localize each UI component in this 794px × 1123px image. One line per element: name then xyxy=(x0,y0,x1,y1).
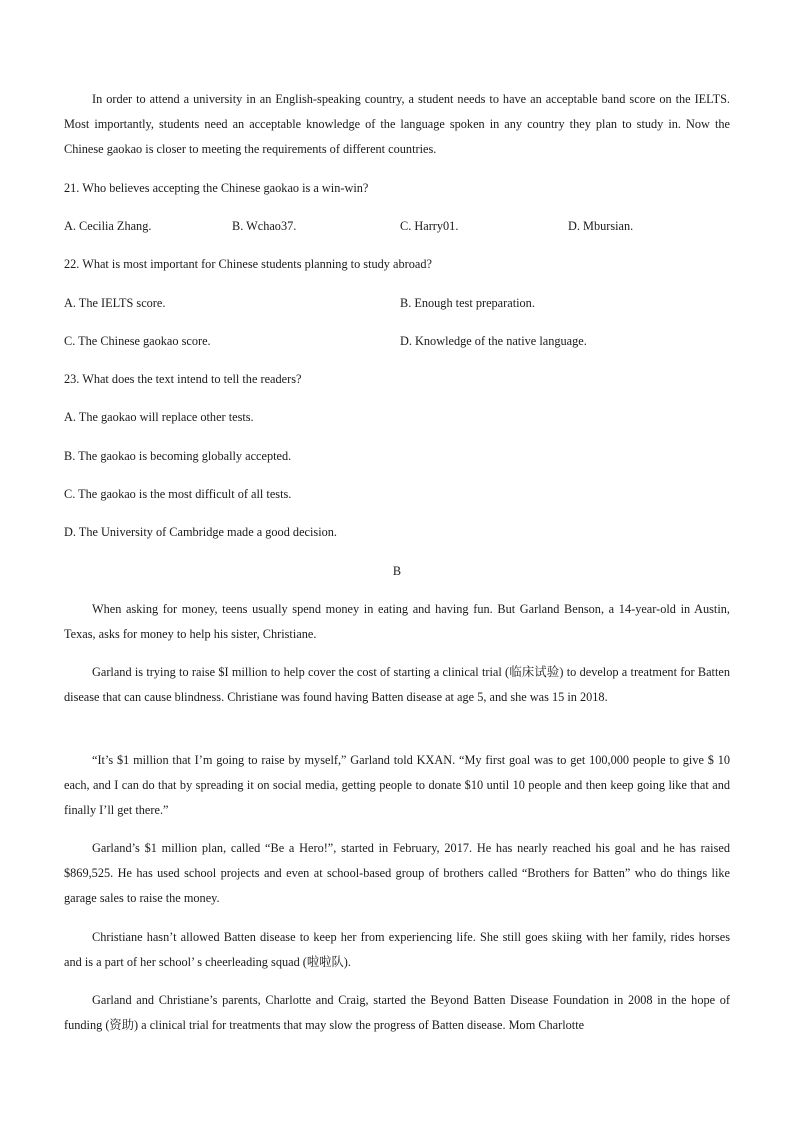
section-b-paragraph-2: Garland is trying to raise $I million to help cover the cost of starting a clinical trial (临床试验) to develop a treatment for Batten disease that can cause blindness. Christiane was found having Batten disease at age 5, and she was 15 in 2018. xyxy=(64,665,730,704)
question-22-stem: 22. What is most important for Chinese students planning to study abroad? xyxy=(64,257,432,271)
question-23-option-d: D. The University of Cambridge made a good decision. xyxy=(64,525,337,539)
question-21-option-c: C. Harry01. xyxy=(400,219,459,233)
question-22-option-a: A. The IELTS score. xyxy=(64,296,166,310)
question-22-option-b: B. Enough test preparation. xyxy=(400,296,535,310)
question-21-stem: 21. Who believes accepting the Chinese gaokao is a win-win? xyxy=(64,181,369,195)
question-23-option-a: A. The gaokao will replace other tests. xyxy=(64,410,254,424)
question-22-option-c: C. The Chinese gaokao score. xyxy=(64,334,211,348)
section-b-paragraph-3: “It’s $1 million that I’m going to raise by myself,” Garland told KXAN. “My first goal was to get 100,000 people to give $ 10 each, and I can do that by spreading it on social media, getting people to donate $10 until 10 people and then keep going like that and finally I’ll get there.” xyxy=(64,753,730,817)
question-23-option-c: C. The gaokao is the most difficult of all tests. xyxy=(64,487,292,501)
section-b-paragraph-6: Garland and Christiane’s parents, Charlotte and Craig, started the Beyond Batten Disease Foundation in 2008 in the hope of funding (资助) a clinical trial for treatments that may slow the progress of Batten disease. Mom Charlotte xyxy=(64,993,730,1032)
section-b-paragraph-5: Christiane hasn’t allowed Batten disease to keep her from experiencing life. She still goes skiing with her family, rides horses and is a part of her school’ s cheerleading squad (啦啦队). xyxy=(64,930,730,969)
question-21-option-b: B. Wchao37. xyxy=(232,219,297,233)
question-21-option-a: A. Cecilia Zhang. xyxy=(64,219,152,233)
passage-a-closing-paragraph: In order to attend a university in an English-speaking country, a student needs to have an acceptable band score on the IELTS. Most importantly, students need an acceptable knowledge of the language spoken in any country they plan to study in. Now the Chinese gaokao is closer to meeting the requirements of different countries. xyxy=(64,92,730,156)
question-21-option-d: D. Mbursian. xyxy=(568,219,634,233)
section-b-paragraph-4: Garland’s $1 million plan, called “Be a Hero!”, started in February, 2017. He has nearly reached his goal and he has raised $869,525. He has used school projects and even at school-based group of brothers called “Brothers for Batten” who do things like garage sales to raise the money. xyxy=(64,841,730,905)
section-b-heading: B xyxy=(392,564,402,578)
question-23-stem: 23. What does the text intend to tell the readers? xyxy=(64,372,302,386)
question-22-option-d: D. Knowledge of the native language. xyxy=(400,334,587,348)
question-23-option-b: B. The gaokao is becoming globally accepted. xyxy=(64,449,292,463)
section-b-paragraph-1: When asking for money, teens usually spend money in eating and having fun. But Garland Benson, a 14-year-old in Austin, Texas, asks for money to help his sister, Christiane. xyxy=(64,602,730,641)
